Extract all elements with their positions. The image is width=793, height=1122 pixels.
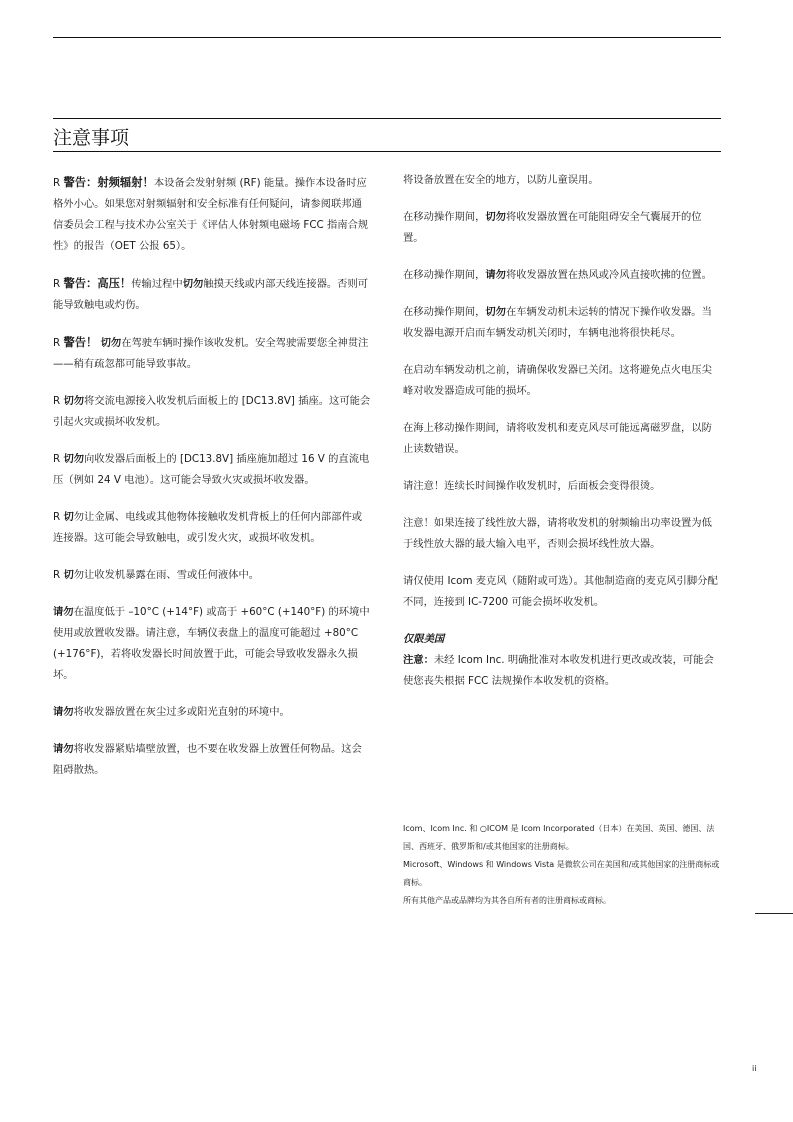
emphasis: 请勿: [53, 706, 74, 718]
page-number: ii: [752, 1064, 757, 1073]
warning-marker: R: [53, 177, 64, 189]
caution-engine-off: [403, 302, 721, 344]
caution-text: 向收发器后面板上的 [DC13.8V] 插座施加超过 16 V 的直流电压（例如 24 V 电池）。这可能会导致火灾或损坏收发器。: [53, 453, 370, 486]
emphasis: 切勿: [100, 337, 122, 349]
usa-heading: 仅限美国: [403, 633, 445, 645]
left-column: [53, 172, 371, 797]
caution-rain: [53, 565, 371, 586]
caution-text: 将收发器放置在热风或冷风直接吹拂的位置。: [505, 269, 712, 281]
caution-text: 请注意！连续长时间操作收发机时，后面板会变得很烫。: [403, 480, 661, 492]
warning-driving: [53, 332, 371, 375]
caution-text: 请仅使用 Icom 麦克风（随附或可选）。其他制造商的麦克风引脚分配不同，连接到 IC-7200 可能会损坏收发机。: [403, 575, 718, 608]
emphasis: 切勿: [63, 453, 85, 465]
caution-hot-panel: [403, 476, 721, 497]
caution-text: 在启动车辆发动机之前，请确保收发器已关闭。这将避免点火电压尖峰对收发器造成可能的损坏。: [403, 364, 712, 397]
caution-text: 勿让金属、电线或其他物体接触收发机背板上的任何内部部件或连接器。这可能会导致触电，或引发火灾，或损坏收发机。: [53, 511, 363, 544]
trademark-text: ICOM 是 Icom Incorporated（日本）在美国、英国、德国、法国、西班牙、俄罗斯和/或其他国家的注册商标。: [403, 824, 715, 851]
caution-text: 在海上移动操作期间，请将收发机和麦克风尽可能远离磁罗盘，以防止读数错误。: [403, 422, 712, 455]
trademark-text: Icom、Icom Inc. 和: [403, 824, 480, 833]
warning-text: 传输过程中: [131, 278, 183, 290]
caution-ac-power: [53, 391, 371, 433]
registered-mark: ○: [479, 824, 487, 833]
caution-overvoltage: [53, 449, 371, 491]
caution-text: 注意！如果连接了线性放大器，请将收发机的射频输出功率设置为低于线性放大器的最大输入电平，否则会损坏线性放大器。: [403, 517, 712, 550]
warning-marker: R: [53, 453, 64, 465]
warning-marker: R: [53, 337, 64, 349]
caution-air-vent: [403, 265, 721, 286]
caution-children: [403, 170, 721, 191]
warning-marker: R: [53, 569, 64, 581]
caution-text: 未经 Icom Inc. 明确批准对本收发机进行更改或改装，可能会使您丧失根据 FCC 法规操作本收发机的资格。: [403, 654, 714, 687]
warning-marker: R: [53, 395, 64, 407]
caution-microphone: [403, 571, 721, 613]
trademark-notice: [403, 820, 725, 910]
caution-text: 在车辆发动机未运转的情况下操作收发器。当收发器电源开启而车辆发动机关闭时，车辆电池将很快耗尽。: [403, 306, 712, 339]
caution-text: 勿让收发机暴露在雨、雪或任何液体中。: [73, 569, 260, 581]
trademark-microsoft: Microsoft、Windows 和 Windows Vista 是微软公司在美国和/或其他国家的注册商标或商标。: [403, 860, 720, 887]
caution-airbag: [403, 207, 721, 249]
caution-temperature: [53, 602, 371, 686]
emphasis: 切勿: [182, 278, 204, 290]
emphasis: 切勿: [485, 306, 506, 318]
warning-label: 警告！: [63, 336, 98, 349]
caution-engine-start: [403, 360, 721, 402]
emphasis: 切勿: [63, 395, 85, 407]
caution-text: 在移动操作期间，: [403, 269, 486, 281]
usa-notice: [403, 629, 721, 692]
caution-wall: [53, 739, 371, 781]
section-title: 注意事项: [53, 118, 721, 152]
emphasis: 切勿: [485, 211, 506, 223]
warning-text: 在驾驶车辆时操作该收发机。安全驾驶需要您全神贯注——稍有疏忽都可能导致事故。: [53, 337, 369, 370]
warning-text: 触摸天线或内部天线连接器。否则可能导致触电或灼伤。: [53, 278, 369, 311]
caution-linear-amp: [403, 513, 721, 555]
warning-text: 本设备会发射射频 (RF) 能量。操作本设备时应格外小心。如果您对射频辐射和安全标准有任何疑问，请参阅联邦通信委员会工程与技术办公室关于《评估人体射频电磁场 FCC 指南合规性》的报告（OET 公报 65）。: [53, 177, 369, 252]
trademark-icom: [403, 820, 725, 856]
right-column: [403, 170, 721, 708]
caution-text: 在温度低于 –10°C (+14°F) 或高于 +60°C (+140°F) 的环境中使用或放置收发器。请注意，车辆仪表盘上的温度可能超过 +80°C (+176°F)，若将收发器长时间放置于此，可能会导致收发器永久损坏。: [53, 606, 370, 681]
warning-label: 警告：高压！: [63, 277, 132, 290]
caution-text: 将交流电源接入收发机后面板上的 [DC13.8V] 插座。这可能会引起火灾或损坏收发机。: [53, 395, 371, 428]
emphasis: 请勿: [485, 269, 506, 281]
caution-text: 在移动操作期间，: [403, 211, 486, 223]
emphasis: 请勿: [53, 606, 74, 618]
caution-text: 将收发器放置在可能阻碍安全气囊展开的位置。: [403, 211, 702, 244]
caution-compass: [403, 418, 721, 460]
emphasis: 请勿: [53, 743, 74, 755]
side-rule: [755, 913, 793, 914]
warning-high-voltage: [53, 273, 371, 316]
caution-text: 将收发器放置在灰尘过多或阳光直射的环境中。: [73, 706, 290, 718]
caution-text: 在移动操作期间，: [403, 306, 486, 318]
caution-dust: [53, 702, 371, 723]
caution-metal-objects: [53, 507, 371, 549]
warning-marker: R: [53, 511, 64, 523]
caution-text: 将收发器紧贴墙壁放置，也不要在收发器上放置任何物品。这会阻碍散热。: [53, 743, 362, 776]
warning-rf-radiation: [53, 172, 371, 257]
emphasis: 切: [63, 569, 74, 581]
trademark-others: 所有其他产品或品牌均为其各自所有者的注册商标或商标。: [403, 896, 611, 905]
emphasis: 注意：: [403, 654, 434, 666]
top-rule: [53, 37, 721, 38]
warning-label: 警告：射频辐射！: [63, 176, 154, 189]
warning-marker: R: [53, 278, 64, 290]
caution-text: 将设备放置在安全的地方，以防儿童误用。: [403, 174, 599, 186]
emphasis: 切: [63, 511, 74, 523]
